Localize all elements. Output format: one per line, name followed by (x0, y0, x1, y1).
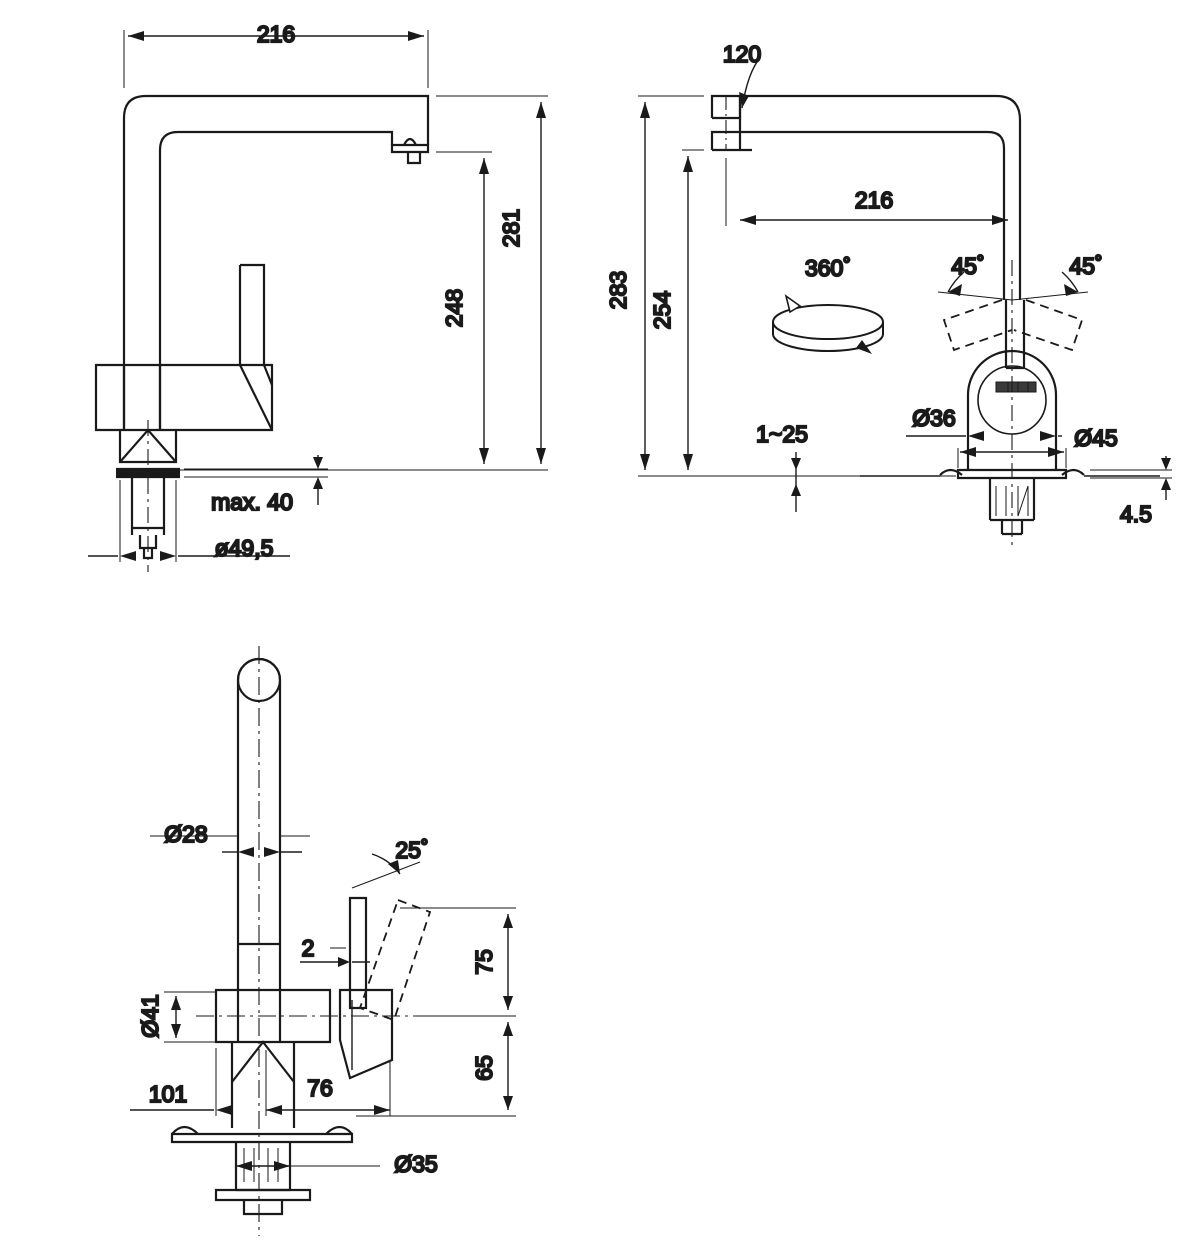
dim-side-angle-right: 45˚ (1069, 253, 1103, 280)
dim-detail-101: 101 (148, 1081, 188, 1108)
dim-front-216: 216 (256, 21, 296, 48)
dim-detail-75: 75 (471, 949, 498, 975)
rotation-symbol (773, 255, 883, 354)
dim-front-hole: ø49,5 (214, 535, 274, 562)
dim-detail-angle25: 25˚ (395, 837, 429, 864)
dim-front-281: 281 (498, 208, 525, 248)
dim-side-angle-left: 45˚ (951, 253, 985, 280)
dim-front-248: 248 (441, 288, 468, 328)
dim-detail-2: 2 (301, 935, 315, 962)
dim-side-216: 216 (854, 187, 894, 214)
dim-side-120: 120 (722, 41, 762, 68)
dim-side-rotation: 360˚ (804, 255, 852, 282)
dim-side-283: 283 (605, 270, 632, 310)
dim-side-d45: Ø45 (1074, 425, 1118, 452)
dim-detail-65: 65 (471, 1055, 498, 1081)
dim-side-d36: Ø36 (912, 405, 956, 432)
dim-detail-76: 76 (307, 1075, 333, 1102)
dim-side-worktop: 1~25 (756, 421, 808, 448)
dim-side-254: 254 (649, 290, 676, 330)
front-view (88, 21, 548, 572)
dim-detail-d35: Ø35 (394, 1151, 438, 1178)
dim-front-max40: max. 40 (211, 489, 293, 516)
side-view (605, 41, 1172, 548)
dim-side-4-5: 4.5 (1120, 501, 1152, 528)
detail-view (130, 646, 516, 1236)
dim-detail-d41: Ø41 (137, 994, 164, 1038)
dim-detail-d28: Ø28 (164, 821, 208, 848)
